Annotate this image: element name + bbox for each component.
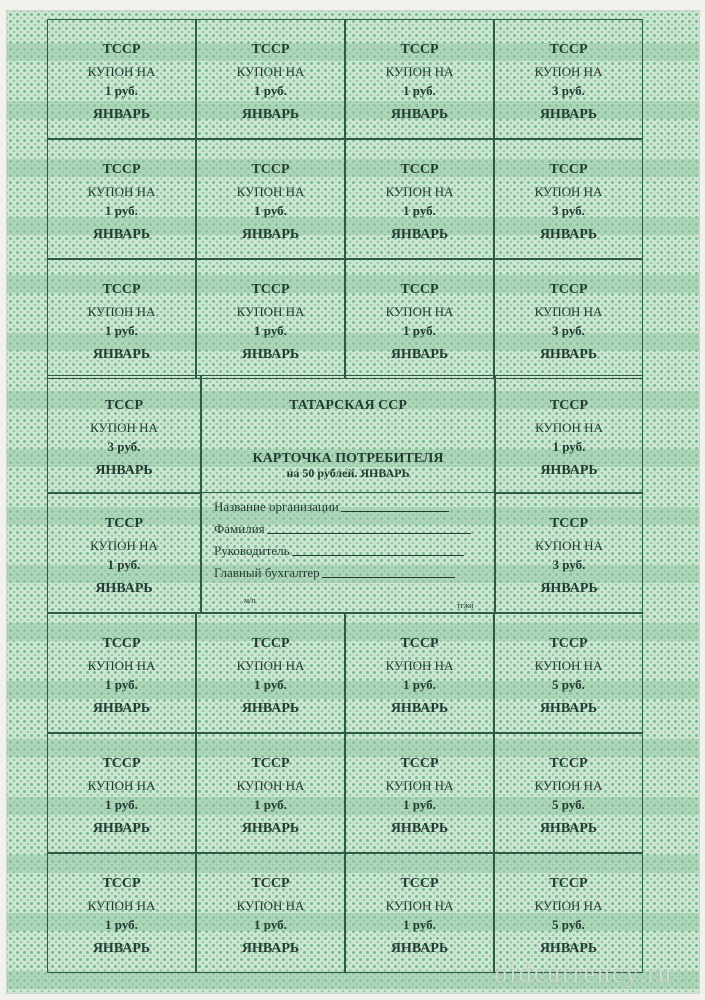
coupon (47, 733, 196, 853)
card-title: КАРТОЧКА ПОТРЕБИТЕЛЯ (252, 451, 444, 466)
coupon (196, 853, 345, 973)
coupon-value: 1 руб. (105, 203, 138, 218)
coupon-label: КУПОН НА (87, 64, 156, 79)
coupon-month: ЯНВАРЬ (92, 941, 151, 956)
coupon-republic: ТССР (549, 516, 589, 531)
coupon-value: 5 руб. (552, 917, 585, 932)
manager-field: Руководитель (214, 543, 464, 559)
coupon-label: КУПОН НА (87, 658, 156, 673)
coupon-month: ЯНВАРЬ (95, 581, 153, 596)
coupon-month: ЯНВАРЬ (390, 227, 449, 242)
coupon-value: 5 руб. (552, 797, 585, 812)
coupon-republic: ТССР (400, 42, 439, 57)
coupon-month: ЯНВАРЬ (92, 227, 151, 242)
coupon (345, 259, 494, 379)
coupon-month: ЯНВАРЬ (390, 107, 449, 122)
coupon-label: КУПОН НА (236, 64, 305, 79)
coupon-label: КУПОН НА (385, 64, 454, 79)
coupon-republic: ТССР (400, 162, 439, 177)
coupon (495, 493, 643, 613)
coupon-value: 3 руб. (107, 439, 141, 454)
coupon-month: ЯНВАРЬ (539, 227, 598, 242)
coupon-value: 1 руб. (254, 203, 287, 218)
coupon-republic: ТССР (549, 636, 588, 651)
coupon-republic: ТССР (104, 516, 144, 531)
coupon-republic: ТССР (251, 876, 290, 891)
coupon-month: ЯНВАРЬ (539, 941, 598, 956)
coupon-label: КУПОН НА (534, 658, 603, 673)
coupon-value: 1 руб. (105, 797, 138, 812)
chief-accountant-field: Главный бухгалтер (214, 565, 455, 581)
coupon (47, 853, 196, 973)
coupon (494, 853, 643, 973)
coupon-republic: ТССР (400, 876, 439, 891)
coupon-republic: ТССР (251, 282, 290, 297)
coupon-month: ЯНВАРЬ (539, 107, 598, 122)
coupon (196, 259, 345, 379)
coupon-label: КУПОН НА (534, 184, 603, 199)
coupon-value: 1 руб. (403, 797, 436, 812)
coupon-value: 1 руб. (552, 439, 586, 454)
coupon-republic: ТССР (104, 398, 144, 413)
coupon-value: 1 руб. (403, 323, 436, 338)
coupon-value: 5 руб. (552, 677, 585, 692)
coupon-republic: ТССР (400, 636, 439, 651)
coupon (196, 733, 345, 853)
coupon-month: ЯНВАРЬ (241, 941, 300, 956)
coupon-value: 3 руб. (552, 83, 585, 98)
coupon-value: 1 руб. (254, 677, 287, 692)
coupon-republic: ТССР (549, 42, 588, 57)
coupon (47, 139, 196, 259)
coupon-month: ЯНВАРЬ (390, 941, 449, 956)
coupon-month: ЯНВАРЬ (92, 821, 151, 836)
coupon-value: 1 руб. (254, 917, 287, 932)
coupon (494, 19, 643, 139)
coupon-republic: ТССР (102, 756, 141, 771)
coupon-republic: ТССР (251, 162, 290, 177)
coupon (345, 733, 494, 853)
coupon-republic: ТССР (549, 876, 588, 891)
coupon-republic: ТССР (102, 876, 141, 891)
coupon-label: КУПОН НА (535, 538, 603, 553)
coupon-republic: ТССР (549, 282, 588, 297)
coupon-republic: ТССР (102, 42, 141, 57)
coupon-month: ЯНВАРЬ (92, 347, 151, 362)
coupon-republic: ТССР (102, 162, 141, 177)
coupon (494, 139, 643, 259)
coupon-value: 1 руб. (403, 677, 436, 692)
coupon-month: ЯНВАРЬ (92, 107, 151, 122)
coupon-month: ЯНВАРЬ (92, 701, 151, 716)
coupon (494, 613, 643, 733)
ration-card-sheet (6, 10, 700, 994)
coupon-label: КУПОН НА (236, 778, 305, 793)
coupon-republic: ТССР (251, 42, 290, 57)
coupon-republic: ТССР (400, 756, 439, 771)
coupon-month: ЯНВАРЬ (390, 821, 449, 836)
coupon-value: 3 руб. (552, 203, 585, 218)
coupon-republic: ТССР (400, 282, 439, 297)
coupon-label: КУПОН НА (385, 184, 454, 199)
coupon (345, 139, 494, 259)
coupon (47, 259, 196, 379)
coupon (196, 19, 345, 139)
card-republic: ТАТАРСКАЯ ССР (289, 398, 407, 413)
coupon (494, 259, 643, 379)
coupon (345, 853, 494, 973)
coupon-label: КУПОН НА (385, 898, 454, 913)
coupon-value: 1 руб. (105, 83, 138, 98)
coupon-republic: ТССР (549, 756, 588, 771)
coupon-republic: ТССР (251, 756, 290, 771)
coupon-label: КУПОН НА (385, 778, 454, 793)
coupon-republic: ТССР (549, 162, 588, 177)
coupon-value: 1 руб. (254, 83, 287, 98)
coupon-value: 3 руб. (552, 557, 586, 572)
coupon-value: 1 руб. (403, 83, 436, 98)
coupon-month: ЯНВАРЬ (390, 701, 449, 716)
coupon-value: 1 руб. (254, 323, 287, 338)
coupon (196, 139, 345, 259)
coupon-month: ЯНВАРЬ (241, 347, 300, 362)
coupon (494, 733, 643, 853)
coupon-label: КУПОН НА (385, 658, 454, 673)
coupon-label: КУПОН НА (236, 898, 305, 913)
coupon-month: ЯНВАРЬ (539, 701, 598, 716)
coupon-value: 1 руб. (105, 323, 138, 338)
coupon-label: КУПОН НА (534, 778, 603, 793)
coupon-label: КУПОН НА (385, 304, 454, 319)
coupon-republic: ТССР (102, 282, 141, 297)
coupon-month: ЯНВАРЬ (540, 463, 598, 478)
coupon-republic: ТССР (549, 398, 589, 413)
coupon-value: 1 руб. (403, 203, 436, 218)
coupon-value: 1 руб. (107, 557, 141, 572)
coupon-label: КУПОН НА (90, 420, 158, 435)
coupon-label: КУПОН НА (534, 64, 603, 79)
coupon (196, 613, 345, 733)
coupon-value: 3 руб. (552, 323, 585, 338)
stamp-place-mark: м/п (244, 596, 256, 605)
coupon (47, 493, 201, 613)
coupon (47, 19, 196, 139)
watermark: oldcurrency.ru (494, 959, 673, 988)
coupon (495, 375, 643, 493)
coupon-month: ЯНВАРЬ (241, 821, 300, 836)
signature-area (201, 493, 495, 613)
coupon (47, 375, 201, 493)
coupon-month: ЯНВАРЬ (539, 821, 598, 836)
coupon-month: ЯНВАРЬ (390, 347, 449, 362)
coupon-month: ЯНВАРЬ (241, 107, 300, 122)
surname-field: Фамилия (214, 521, 471, 537)
coupon-label: КУПОН НА (87, 304, 156, 319)
coupon-label: КУПОН НА (87, 778, 156, 793)
coupon-value: 1 руб. (403, 917, 436, 932)
coupon-label: КУПОН НА (534, 898, 603, 913)
coupon-value: 1 руб. (105, 677, 138, 692)
coupon-month: ЯНВАРЬ (241, 227, 300, 242)
coupon-label: КУПОН НА (535, 420, 603, 435)
organization-name-field: Название организации (214, 499, 449, 515)
coupon-month: ЯНВАРЬ (539, 347, 598, 362)
coupon-label: КУПОН НА (87, 898, 156, 913)
coupon-label: КУПОН НА (236, 184, 305, 199)
coupon-month: ЯНВАРЬ (241, 701, 300, 716)
printer-mark: тгжи (457, 601, 474, 610)
coupon-label: КУПОН НА (534, 304, 603, 319)
coupon (47, 613, 196, 733)
coupon-month: ЯНВАРЬ (540, 581, 598, 596)
coupon-month: ЯНВАРЬ (95, 463, 153, 478)
coupon (345, 613, 494, 733)
coupon-republic: ТССР (102, 636, 141, 651)
card-subtitle: на 50 рублей. ЯНВАРЬ (286, 466, 410, 480)
coupon-value: 1 руб. (254, 797, 287, 812)
coupon-label: КУПОН НА (236, 658, 305, 673)
coupon (345, 19, 494, 139)
coupon-republic: ТССР (251, 636, 290, 651)
consumer-card-header (201, 375, 495, 493)
coupon-label: КУПОН НА (87, 184, 156, 199)
coupon-label: КУПОН НА (236, 304, 305, 319)
coupon-label: КУПОН НА (90, 538, 158, 553)
coupon-value: 1 руб. (105, 917, 138, 932)
